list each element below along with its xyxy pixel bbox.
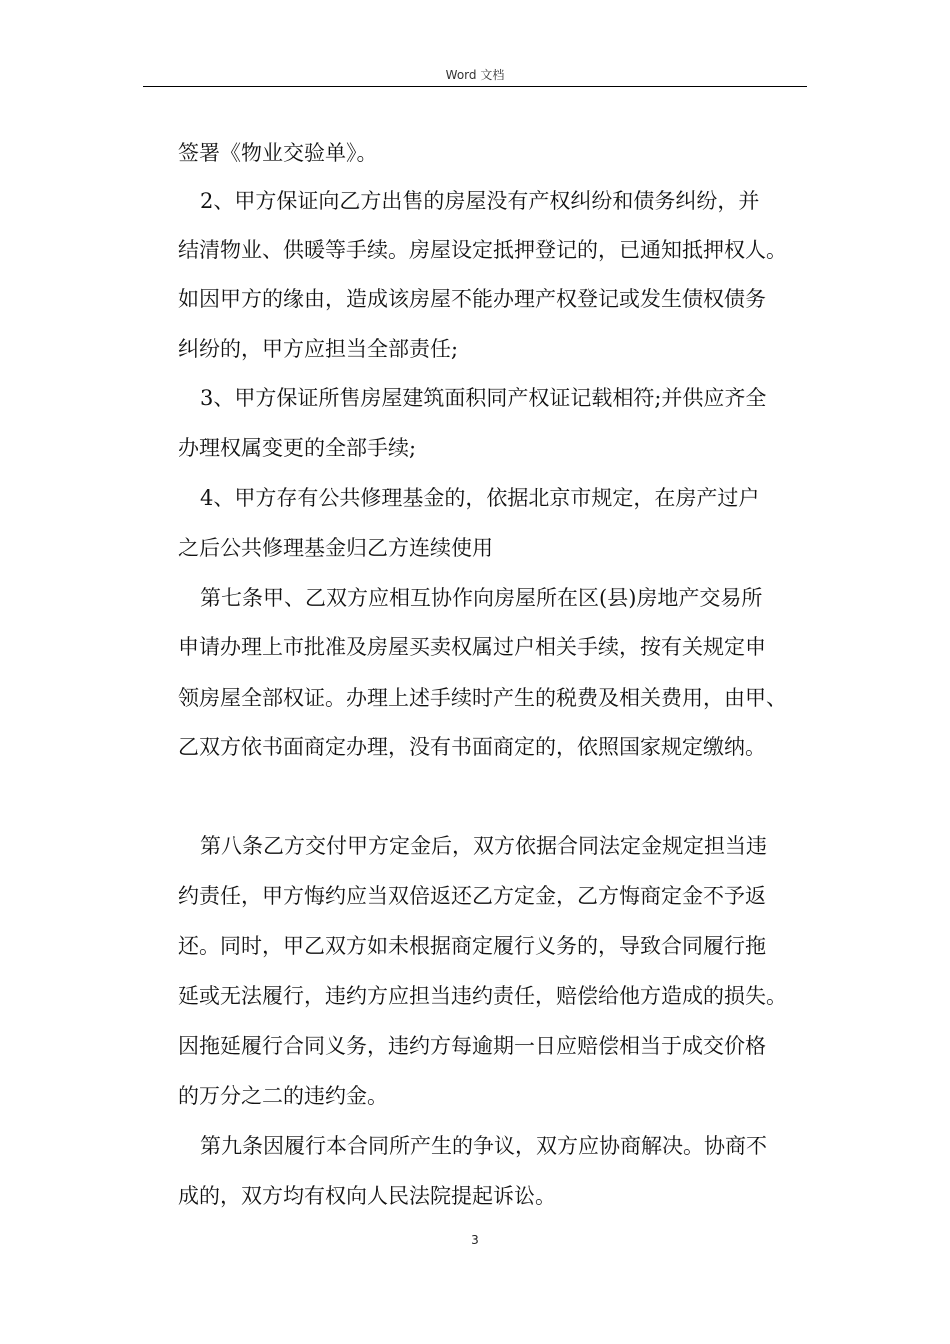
body-line: 约责任，甲方悔约应当双倍返还乙方定金，乙方悔商定金不予返 [178, 884, 766, 908]
body-line: 之后公共修理基金归乙方连续使用 [178, 536, 493, 560]
body-line: 如因甲方的缘由，造成该房屋不能办理产权登记或发生债权债务 [178, 287, 766, 311]
body-line: 乙双方依书面商定办理，没有书面商定的，依照国家规定缴纳。 [178, 735, 766, 759]
page-header: Word 文档 [445, 68, 505, 82]
body-line: 第七条甲、乙双方应相互协作向房屋所在区(县)房地产交易所 [200, 586, 763, 610]
body-line: 成的，双方均有权向人民法院提起诉讼。 [178, 1184, 556, 1208]
body-line: 2、甲方保证向乙方出售的房屋没有产权纠纷和债务纠纷，并 [200, 189, 760, 213]
body-line: 第八条乙方交付甲方定金后，双方依据合同法定金规定担当违 [200, 834, 767, 858]
body-line: 结清物业、供暖等手续。房屋设定抵押登记的，已通知抵押权人。 [178, 238, 787, 262]
body-line: 办理权属变更的全部手续; [178, 436, 417, 460]
body-line: 因拖延履行合同义务，违约方每逾期一日应赔偿相当于成交价格 [178, 1034, 766, 1058]
body-line: 纠纷的，甲方应担当全部责任; [178, 337, 459, 361]
body-line: 的万分之二的违约金。 [178, 1084, 388, 1108]
body-line: 领房屋全部权证。办理上述手续时产生的税费及相关费用，由甲、 [178, 686, 787, 710]
page-number: 3 [471, 1233, 479, 1247]
body-line: 3、甲方保证所售房屋建筑面积同产权证记载相符;并供应齐全 [200, 386, 767, 410]
body-line: 延或无法履行，违约方应担当违约责任，赔偿给他方造成的损失。 [178, 984, 787, 1008]
body-line: 签署《物业交验单》。 [178, 141, 378, 165]
body-line: 第九条因履行本合同所产生的争议，双方应协商解决。协商不 [200, 1134, 767, 1158]
body-line: 4、甲方存有公共修理基金的，依据北京市规定，在房产过户 [200, 486, 760, 510]
body-line: 申请办理上市批准及房屋买卖权属过户相关手续，按有关规定申 [178, 635, 766, 659]
header-rule [143, 86, 807, 87]
body-line: 还。同时，甲乙双方如未根据商定履行义务的，导致合同履行拖 [178, 934, 766, 958]
